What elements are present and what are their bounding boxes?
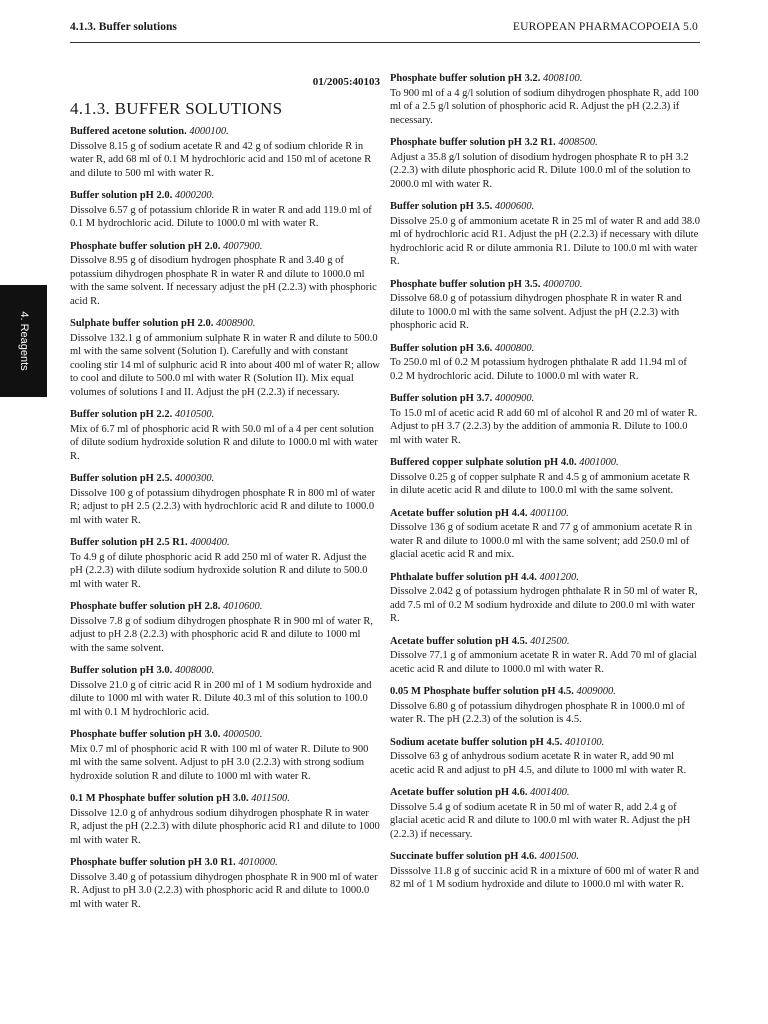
reagent-entry (70, 728, 380, 783)
reagent-entry (70, 792, 380, 847)
reagent-entry-heading (390, 278, 700, 292)
reagent-entry-body: Dissolve 6.57 g of potassium chloride R in water R and add 119.0 ml of 0.1 M hydrochloric acid. Dilute to 1000.0 ml with water R. (70, 204, 372, 229)
reagent-entry-body: Dissolve 25.0 g of ammonium acetate R in 25 ml of water R and add 38.0 ml of hydrochloric acid R1. Adjust the pH (2.2.3) if necessary with dilute hydrochloric acid R or dilute ammonia R1. Dilute to 100.0 ml with water R. (390, 215, 700, 267)
reagent-entry-heading (70, 317, 380, 331)
reagent-entry (70, 240, 380, 309)
chapter-side-tab (0, 285, 47, 397)
right-column (390, 72, 700, 901)
reagent-entry-body: Dissolve 63 g of anhydrous sodium acetate R in water R, add 90 ml acetic acid R and adjust to pH 4.5, and dilute to 1000 ml with water R. (390, 751, 687, 776)
reagent-entry (390, 278, 700, 333)
reagent-entry-body: Mix 0.7 ml of phosphoric acid R with 100 ml of water R. Dilute to 900 ml with the same solvent. Adjust to pH 3.0 (2.2.3) with strong sodium hydroxide solution R and dilute to 1000 ml with water R. (70, 743, 369, 782)
reagent-entry-heading (70, 472, 380, 486)
left-column (70, 72, 380, 920)
reagent-entry-code: 4000100. (189, 126, 229, 137)
reagent-entry (390, 456, 700, 498)
reagent-entry-body: Dissolve 0.25 g of copper sulphate R and 4.5 g of ammonium acetate R in dilute acetic acid R and dilute to 100.0 ml with the same solvent. (390, 471, 691, 496)
reagent-entry-code: 4012500. (530, 635, 570, 647)
header-rule (70, 42, 700, 43)
reagent-entry-code: 4009000. (576, 686, 616, 697)
reagent-entry-title: Acetate buffer solution pH 4.6. (390, 787, 528, 798)
reagent-entry-code: 4001500. (539, 851, 579, 862)
reagent-entry-heading (390, 200, 700, 214)
reagent-entry-code: 4000900. (494, 393, 535, 404)
reagent-entry-heading (70, 240, 380, 254)
reagent-entry-heading (70, 856, 380, 870)
reagent-entry-code: 4000400. (190, 537, 230, 548)
reagent-entry (390, 685, 700, 727)
reagent-entry-body: Dissolve 21.0 g of citric acid R in 200 ml of 1 M sodium hydroxide and dilute to 1000 ml with water R. Dilute 40.3 ml of this solution to 100.0 ml with 0.1 M hydrochloric acid. (70, 679, 372, 718)
reagent-entry-heading (390, 850, 700, 864)
reagent-entry-heading (390, 571, 700, 585)
reagent-entry-title: Phosphate buffer solution pH 3.2 R1. (390, 137, 556, 148)
reagent-entry-title: 0.1 M Phosphate buffer solution pH 3.0. (70, 793, 249, 804)
reagent-entry-heading (70, 408, 380, 422)
reagent-entry (390, 392, 700, 447)
reagent-entry-code: 4007900. (222, 240, 263, 252)
reagent-entry (390, 342, 700, 384)
reagent-entry-title: Phthalate buffer solution pH 4.4. (390, 571, 537, 583)
reagent-entry (70, 856, 380, 911)
reagent-entry-title: Phosphate buffer solution pH 3.0 R1. (70, 857, 236, 868)
reagent-entry (390, 507, 700, 562)
reagent-entry-heading (390, 685, 700, 699)
reagent-entry-body: Dissolve 132.1 g of ammonium sulphate R in water R and dilute to 500.0 ml with the same solvent (Solution I). Carefully and with constant cooling stir 14 ml of sulphuric acid R into about 400 ml of water R; allow to cool and dilute to 500.0 ml with water R (Solution II). Mix equal volumes of solutions I and II. Adjust the pH (2.2.3) if necessary. (70, 332, 380, 398)
reagent-entry-heading (390, 736, 700, 750)
reagent-entry-title: Buffered acetone solution. (70, 126, 187, 137)
reagent-entry-body: Dissolve 8.15 g of sodium acetate R and 42 g of sodium chloride R in water R, add 68 ml of 0.1 M hydrochloric acid and 150 ml of acetone R and dilute to 500 ml with water R. (70, 140, 372, 179)
reagent-entry-code: 4010000. (238, 857, 278, 868)
reagent-entry-body: To 4.9 g of dilute phosphoric acid R add 250 ml of water R. Adjust the pH (2.2.3) with dilute sodium hydroxide solution R and dilute to 500.0 ml with water R. (70, 551, 368, 590)
reagent-entry (390, 850, 700, 892)
reagent-entry (70, 600, 380, 655)
reagent-entry-code: 4000300. (174, 473, 215, 484)
reagent-entry (70, 317, 380, 399)
reagent-entry-body: Dissolve 6.80 g of potassium dihydrogen phosphate R in 1000.0 ml of water R. The pH (2.2.3) of the solution is 4.5. (390, 700, 685, 725)
reagent-entry-title: Buffer solution pH 2.2. (70, 409, 173, 420)
reagent-entry-code: 4010500. (174, 409, 215, 420)
reagent-entry-heading (390, 507, 700, 521)
reagent-entry-title: Buffer solution pH 3.5. (390, 201, 493, 212)
reagent-entry-body: Dissolve 5.4 g of sodium acetate R in 50 ml of water R, add 2.4 g of glacial acetic acid R and dilute to 100.0 ml with water R. Adjust the pH (2.2.3) if necessary. (390, 801, 691, 840)
reagent-entry-body: Dissolve 68.0 g of potassium dihydrogen phosphate R in water R and dilute to 1000.0 ml with the same solvent. Adjust the pH (2.2.3) with phosphoric acid R. (390, 293, 682, 331)
reagent-entry-code: 4008500. (558, 137, 598, 148)
reagent-entry-body: Disssolve 11.8 g of succinic acid R in a mixture of 600 ml of water R and 82 ml of 1 M sodium hydroxide and dilute to 1000.0 ml with water R. (390, 865, 700, 890)
reagent-entry-body: Mix of 6.7 ml of phosphoric acid R with 50.0 ml of a 4 per cent solution of dilute sodium hydroxide solution R and dilute to 1000.0 ml with water R. (70, 423, 378, 462)
reagent-entry-title: 0.05 M Phosphate buffer solution pH 4.5. (390, 686, 574, 697)
reagent-entry-title: Acetate buffer solution pH 4.5. (390, 635, 528, 647)
reagent-entry-heading (390, 456, 700, 470)
reagent-entry-title: Phosphate buffer solution pH 3.5. (390, 278, 541, 290)
reagent-entry-code: 4011500. (251, 793, 290, 804)
reagent-entry-code: 4008100. (542, 73, 583, 84)
reagent-entry-title: Phosphate buffer solution pH 3.0. (70, 729, 221, 740)
reagent-entry-heading (70, 125, 380, 139)
reagent-entry (70, 189, 380, 231)
reagent-entry-heading (390, 72, 700, 86)
reagent-entry-title: Buffer solution pH 2.0. (70, 190, 173, 201)
reagent-entry-body: Dissolve 77.1 g of ammonium acetate R in water R. Add 70 ml of glacial acetic acid R and dilute to 1000.0 ml with water R. (390, 650, 697, 675)
chapter-side-tab-label: 4. Reagents (17, 311, 30, 371)
reagent-entry-heading (390, 635, 700, 649)
reagent-entry-title: Buffer solution pH 3.0. (70, 665, 173, 676)
reagent-entry-code: 4008000. (174, 665, 215, 676)
running-header-section: 4.1.3. Buffer solutions (70, 21, 177, 33)
reagent-entry-heading (390, 342, 700, 356)
reagent-entry-code: 4010100. (564, 736, 605, 748)
reagent-entry-code: 4001400. (530, 787, 570, 798)
reagent-entry-code: 4000600. (494, 201, 535, 212)
reagent-entry (390, 736, 700, 778)
reagent-entry-title: Buffer solution pH 2.5 R1. (70, 537, 188, 548)
section-title: 4.1.3. BUFFER SOLUTIONS (70, 98, 283, 118)
reagent-entry-heading (70, 189, 380, 203)
reagent-entry-code: 4000800. (494, 342, 535, 354)
reagent-entry-heading (70, 792, 380, 806)
reagent-entry (70, 472, 380, 527)
reagent-entry (390, 786, 700, 841)
reagent-entry-code: 4001100. (530, 507, 569, 519)
reagent-entry-code: 4000700. (542, 278, 583, 290)
running-header-publication: EUROPEAN PHARMACOPOEIA 5.0 (512, 21, 698, 33)
reagent-entry (70, 664, 380, 719)
reagent-entry-heading (390, 136, 700, 150)
reagent-entry-code: 4010600. (222, 601, 263, 612)
reagent-entry (390, 136, 700, 191)
reagent-entry-heading (70, 728, 380, 742)
reagent-entry (390, 571, 700, 626)
reagent-entry (390, 200, 700, 269)
reagent-entry-body: Adjust a 35.8 g/l solution of disodium hydrogen phosphate R to pH 3.2 (2.2.3) with dilute phosphoric acid R. Dilute 100.0 ml of the solution to 2000.0 ml with water R. (390, 151, 691, 190)
reagent-entry (390, 635, 700, 677)
reagent-entry (390, 72, 700, 127)
reagent-entry-code: 4001200. (539, 571, 579, 583)
reagent-entry-body: Dissolve 100 g of potassium dihydrogen phosphate R in 800 ml of water R; adjust to pH 2.5 (2.2.3) with hydrochloric acid R and dilute to 1000.0 ml with water R. (70, 487, 376, 526)
reagent-entry-code: 4008900. (215, 318, 256, 329)
reagent-entry (70, 125, 380, 180)
reagent-entry-heading (390, 786, 700, 800)
reagent-entry (70, 536, 380, 591)
reagent-entry-heading (70, 664, 380, 678)
reagent-entry-title: Buffer solution pH 3.7. (390, 393, 493, 404)
reagent-entry-title: Phosphate buffer solution pH 3.2. (390, 73, 541, 84)
reagent-entry-title: Sulphate buffer solution pH 2.0. (70, 318, 214, 329)
reagent-entry-body: Dissolve 8.95 g of disodium hydrogen phosphate R and 3.40 g of potassium dihydrogen phosphate R in water R and dilute to 1000.0 ml with the same solvent. If necessary adjust the pH (2.2.3) with phosphoric acid R. (70, 255, 377, 307)
reagent-entry-title: Acetate buffer solution pH 4.4. (390, 507, 528, 519)
reagent-entry-title: Buffer solution pH 2.5. (70, 473, 173, 484)
reagent-entry-title: Succinate buffer solution pH 4.6. (390, 851, 537, 862)
reagent-entry-heading (70, 536, 380, 550)
document-reference: 01/2005:40103 (312, 76, 380, 88)
reagent-entry-body: Dissolve 136 g of sodium acetate R and 77 g of ammonium acetate R in water R and dilute to 1000.0 ml with the same solvent; add 250.0 ml of glacial acetic acid R and mix. (390, 522, 693, 560)
reagent-entry-code: 4000500. (222, 729, 263, 740)
reagent-entry-body: Dissolve 7.8 g of sodium dihydrogen phosphate R in 900 ml of water R, adjust to pH 2.8 (2.2.3) with phosphoric acid R and dilute to 1000 ml with the same solvent. (70, 615, 374, 654)
reagent-entry-title: Phosphate buffer solution pH 2.8. (70, 601, 221, 612)
reagent-entry-body: To 250.0 ml of 0.2 M potassium hydrogen phthalate R add 11.94 ml of 0.2 M hydrochloric acid. Dilute to 1000.0 ml with water R. (390, 357, 687, 382)
reagent-entry-body: Dissolve 3.40 g of potassium dihydrogen phosphate R in 900 ml of water R. Adjust to pH 3.0 (2.2.3) with phosphoric acid R and dilute to 1000.0 ml with water R. (70, 871, 378, 910)
reagent-entry-heading (390, 392, 700, 406)
reagent-entry-title: Buffer solution pH 3.6. (390, 342, 493, 354)
reagent-entry-heading (70, 600, 380, 614)
reagent-entry-title: Buffered copper sulphate solution pH 4.0. (390, 457, 577, 468)
reagent-entry-body: To 900 ml of a 4 g/l solution of sodium dihydrogen phosphate R, add 100 ml of a 2.5 g/l solution of phosphoric acid R. Adjust the pH (2.2.3) if necessary. (390, 87, 699, 126)
reagent-entry-title: Sodium acetate buffer solution pH 4.5. (390, 736, 563, 748)
reagent-entry-body: To 15.0 ml of acetic acid R add 60 ml of alcohol R and 20 ml of water R. Adjust to pH 3.7 (2.2.3) by the addition of ammonia R. Dilute to 100.0 ml with water R. (390, 407, 698, 446)
reagent-entry-title: Phosphate buffer solution pH 2.0. (70, 240, 221, 252)
reagent-entry-body: Dissolve 2.042 g of potassium hydrogen phthalate R in 50 ml of water R, add 7.5 ml of 0.2 M sodium hydroxide and dilute to 200.0 ml with water R. (390, 586, 698, 624)
reagent-entry-body: Dissolve 12.0 g of anhydrous sodium dihydrogen phosphate R in water R, adjust the pH (2.2.3) with dilute phosphoric acid R1 and dilute to 1000 ml with water R. (70, 807, 380, 846)
reagent-entry-code: 4000200. (174, 190, 215, 201)
reagent-entry-code: 4001000. (579, 457, 619, 468)
reagent-entry (70, 408, 380, 463)
